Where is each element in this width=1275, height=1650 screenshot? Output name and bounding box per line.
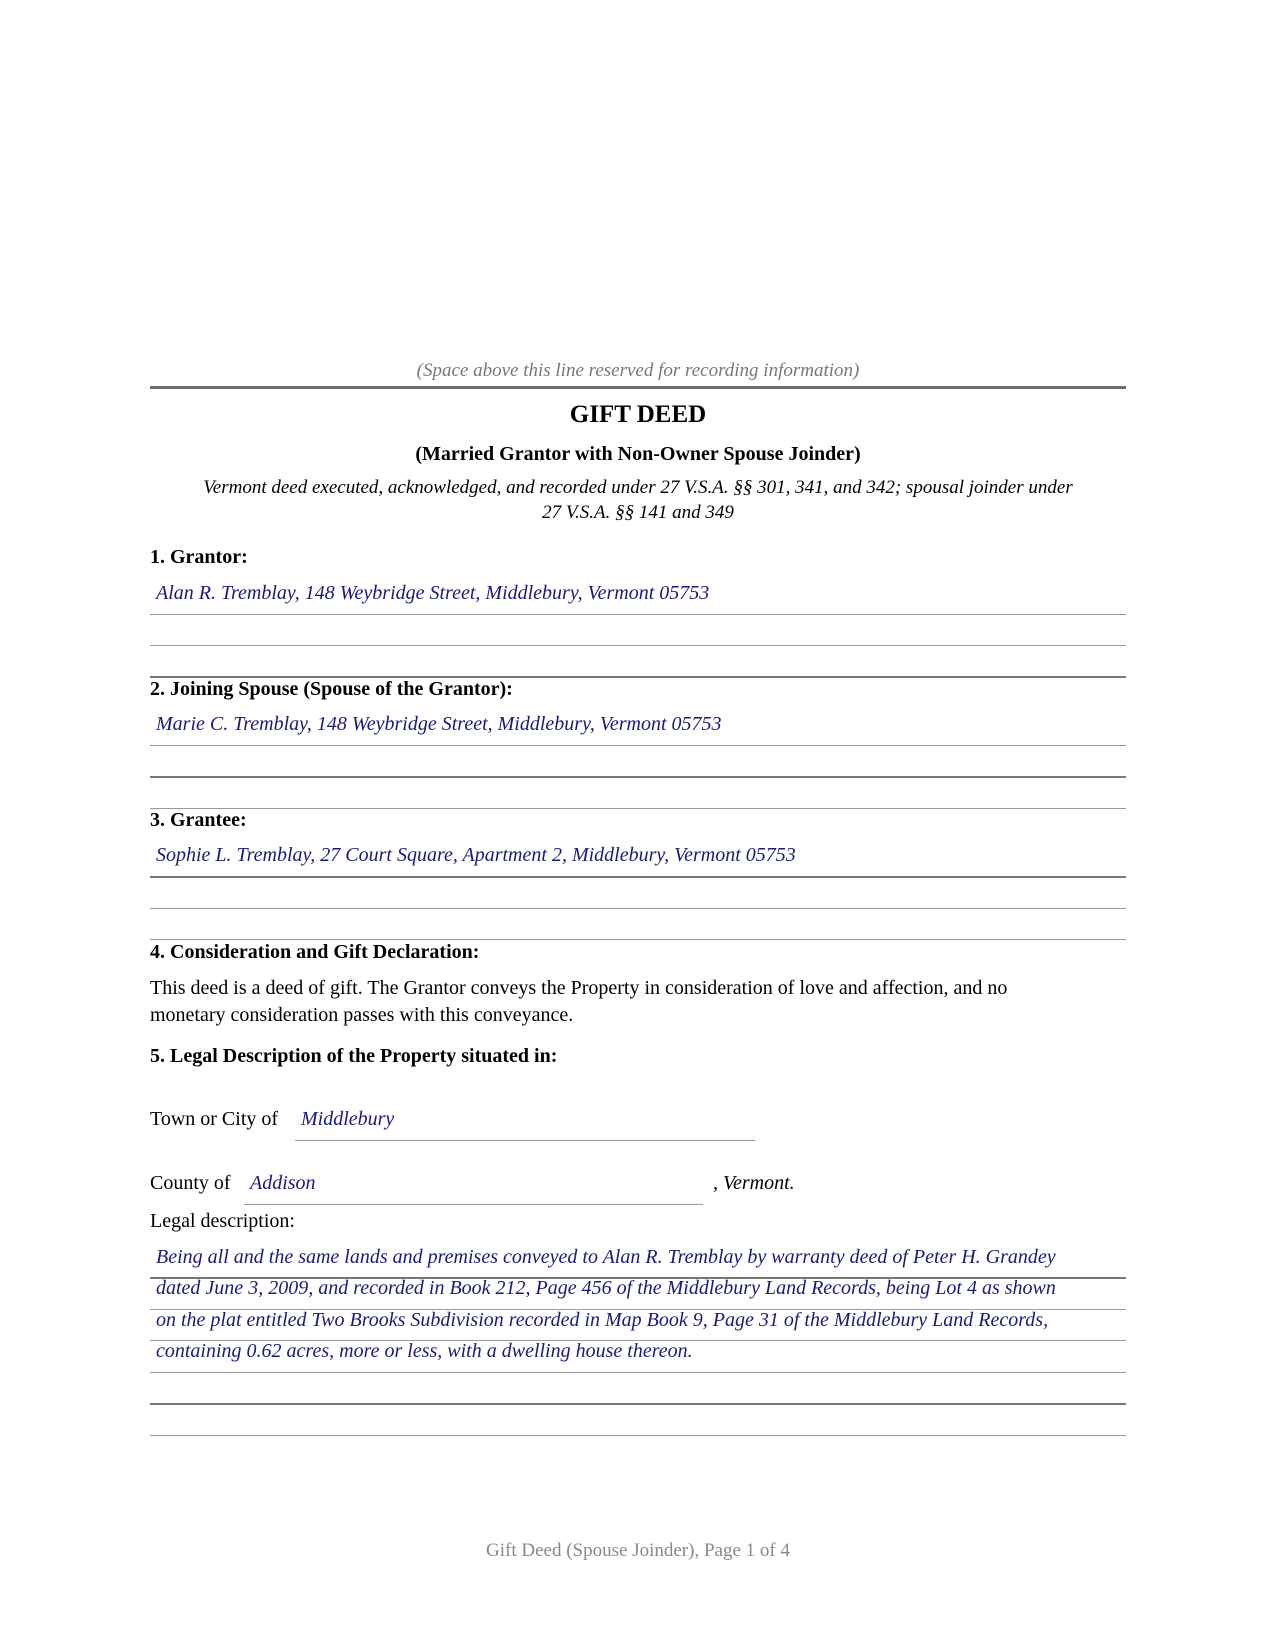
county-label: County of [150,1172,231,1194]
legal-description-heading: 5. Legal Description of the Property situated in: [150,1045,558,1067]
statute-line-2: 27 V.S.A. §§ 141 and 349 [542,502,734,523]
spouse-field-value[interactable]: Marie C. Tremblay, 148 Weybridge Street, Middlebury, Vermont 05753 [156,713,722,735]
recording-reserved-note: (Space above this line reserved for recording information) [416,360,860,381]
state-suffix: , Vermont. [713,1172,795,1194]
legal-description-line[interactable]: containing 0.62 acres, more or less, with a dwelling house thereon. [156,1340,693,1362]
legal-field-line-5 [150,1403,1126,1405]
county-field-line [244,1204,703,1205]
grantee-field-value[interactable]: Sophie L. Tremblay, 27 Court Square, Apartment 2, Middlebury, Vermont 05753 [156,844,796,866]
consideration-text [150,975,1126,1029]
consideration-line-2: monetary consideration passes with this conveyance. [150,1004,574,1026]
statute-line-1: Vermont deed executed, acknowledged, and recorded under 27 V.S.A. §§ 301, 341, and 342; spousal joinder under [203,477,1073,498]
recording-divider [150,386,1126,389]
spouse-field-line-3 [150,808,1126,809]
grantor-field-line-2 [150,645,1126,646]
legal-description-label: Legal description: [150,1210,295,1232]
grantor-field-value[interactable]: Alan R. Tremblay, 148 Weybridge Street, Middlebury, Vermont 05753 [156,582,710,604]
county-field-value[interactable]: Addison [250,1172,316,1194]
grantee-heading: 3. Grantee: [150,809,247,831]
grantee-field-line-2 [150,908,1126,909]
page-footer: Gift Deed (Spouse Joinder), Page 1 of 4 [486,1540,790,1561]
spouse-field-line-2 [150,776,1126,778]
document-subtitle: (Married Grantor with Non-Owner Spouse Joinder) [415,443,861,465]
spouse-heading: 2. Joining Spouse (Spouse of the Grantor): [150,678,513,700]
legal-description-line[interactable]: on the plat entitled Two Brooks Subdivision recorded in Map Book 9, Page 31 of the Middlebury Land Records, [156,1309,1049,1331]
grantee-field-line-1 [150,876,1126,878]
legal-description-line[interactable]: dated June 3, 2009, and recorded in Book 212, Page 456 of the Middlebury Land Records, being Lot 4 as shown [156,1277,1056,1299]
grantor-heading: 1. Grantor: [150,546,248,568]
statute-reference [150,475,1126,525]
spouse-field-line-1 [150,745,1126,746]
town-field-line [295,1140,755,1141]
town-field-value[interactable]: Middlebury [301,1108,395,1130]
consideration-heading: 4. Consideration and Gift Declaration: [150,941,480,963]
grantor-field-line-1 [150,614,1126,615]
town-label: Town or City of [150,1108,279,1130]
grantee-field-line-3 [150,939,1126,940]
legal-field-line-4 [150,1372,1126,1373]
consideration-line-1: This deed is a deed of gift. The Grantor conveys the Property in consideration of love and affection, and no [150,977,1008,999]
legal-field-line-6 [150,1435,1126,1436]
legal-description-line[interactable]: Being all and the same lands and premises conveyed to Alan R. Tremblay by warranty deed of Peter H. Grandey [156,1246,1056,1268]
document-title: GIFT DEED [569,401,707,428]
